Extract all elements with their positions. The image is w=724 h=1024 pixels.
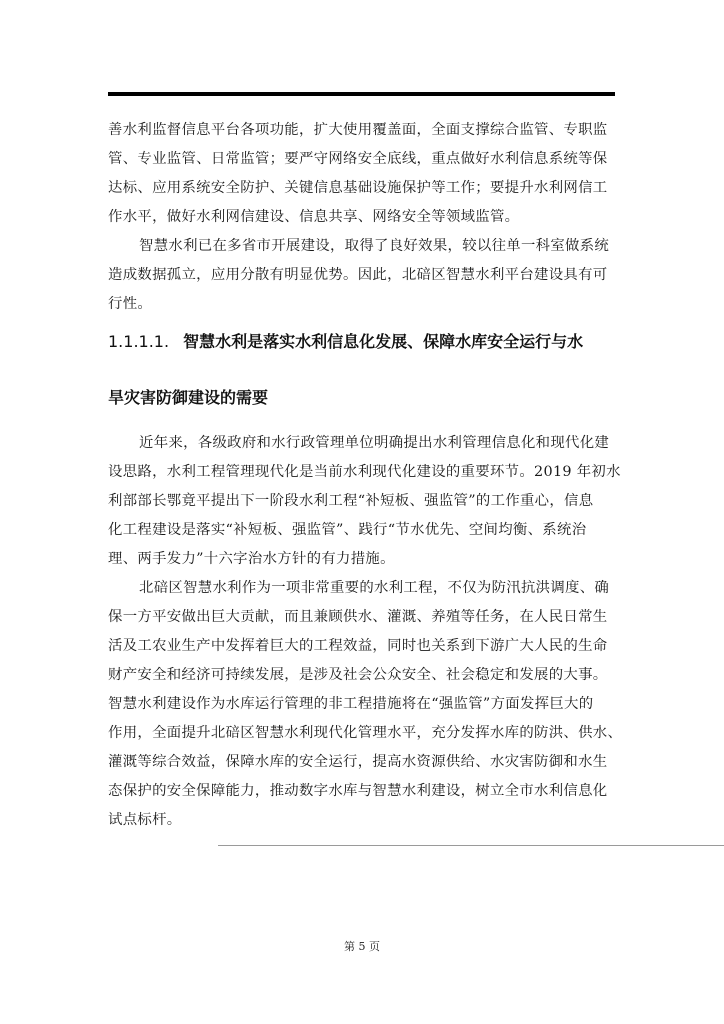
- body-text-line: 作水平，做好水利网信建设、信息共享、网络安全等领域监管。: [108, 209, 520, 225]
- body-text-line: 管、专业监管、日常监管；要严守网络安全底线，重点做好水利信息系统等保: [108, 151, 608, 167]
- body-text-line: 作用，全面提升北碚区智慧水利现代化管理水平，充分发挥水库的防洪、供水、: [108, 725, 623, 741]
- body-text-line: 行性。: [108, 296, 153, 312]
- body-text-line: 灌溉等综合效益，保障水库的安全运行，提高水资源供给、水灾害防御和水生: [108, 754, 608, 770]
- body-text-line: 设思路，水利工程管理现代化是当前水利现代化建设的重要环节。2019 年初水: [108, 464, 621, 480]
- body-text-line: 利部部长鄂竟平提出下一阶段水利工程“补短板、强监管”的工作重心，信息: [108, 493, 594, 509]
- section-title-line2: 旱灾害防御建设的需要: [108, 388, 269, 407]
- body-text-line: 保一方平安做出巨大贡献，而且兼顾供水、灌溉、养殖等任务，在人民日常生: [108, 609, 608, 625]
- body-text-line: 造成数据孤立，应用分散有明显优势。因此，北碚区智慧水利平台建设具有可: [108, 267, 608, 283]
- footer-rule: [218, 845, 724, 846]
- body-text-line: 善水利监督信息平台各项功能，扩大使用覆盖面，全面支撑综合监管、专职监: [108, 122, 608, 138]
- body-text-line: 达标、应用系统安全防护、关键信息基础设施保护等工作；要提升水利网信工: [108, 180, 608, 196]
- header-rule: [108, 92, 615, 96]
- section-heading: [108, 331, 583, 353]
- body-text-line: 北碚区智慧水利作为一项非常重要的水利工程，不仅为防汛抗洪调度、确: [139, 580, 610, 596]
- section-title-line1: 智慧水利是落实水利信息化发展、保障水库安全运行与水: [183, 332, 584, 351]
- body-text-line: 活及工农业生产中发挥着巨大的工程效益，同时也关系到下游广大人民的生命: [108, 638, 608, 654]
- body-text-line: 态保护的安全保障能力，推动数字水库与智慧水利建设，树立全市水利信息化: [108, 783, 608, 799]
- body-text-line: 近年来，各级政府和水行政管理单位明确提出水利管理信息化和现代化建: [139, 435, 610, 451]
- body-text-line: 财产安全和经济可持续发展，是涉及社会公众安全、社会稳定和发展的大事。: [108, 667, 608, 683]
- body-text-line: 智慧水利建设作为水库运行管理的非工程措施将在“强监管”方面发挥巨大的: [108, 696, 594, 712]
- body-text-line: 智慧水利已在多省市开展建设，取得了良好效果，较以往单一科室做系统: [139, 238, 610, 254]
- section-number: 1.1.1.1.: [108, 332, 170, 351]
- page-number: 第 5 页: [344, 940, 380, 953]
- body-text-line: 化工程建设是落实“补短板、强监管”、践行“节水优先、空间均衡、系统治: [108, 522, 587, 538]
- body-text-line: 理、两手发力”十六字治水方针的有力措施。: [108, 551, 395, 567]
- body-text-line: 试点标杆。: [108, 812, 182, 828]
